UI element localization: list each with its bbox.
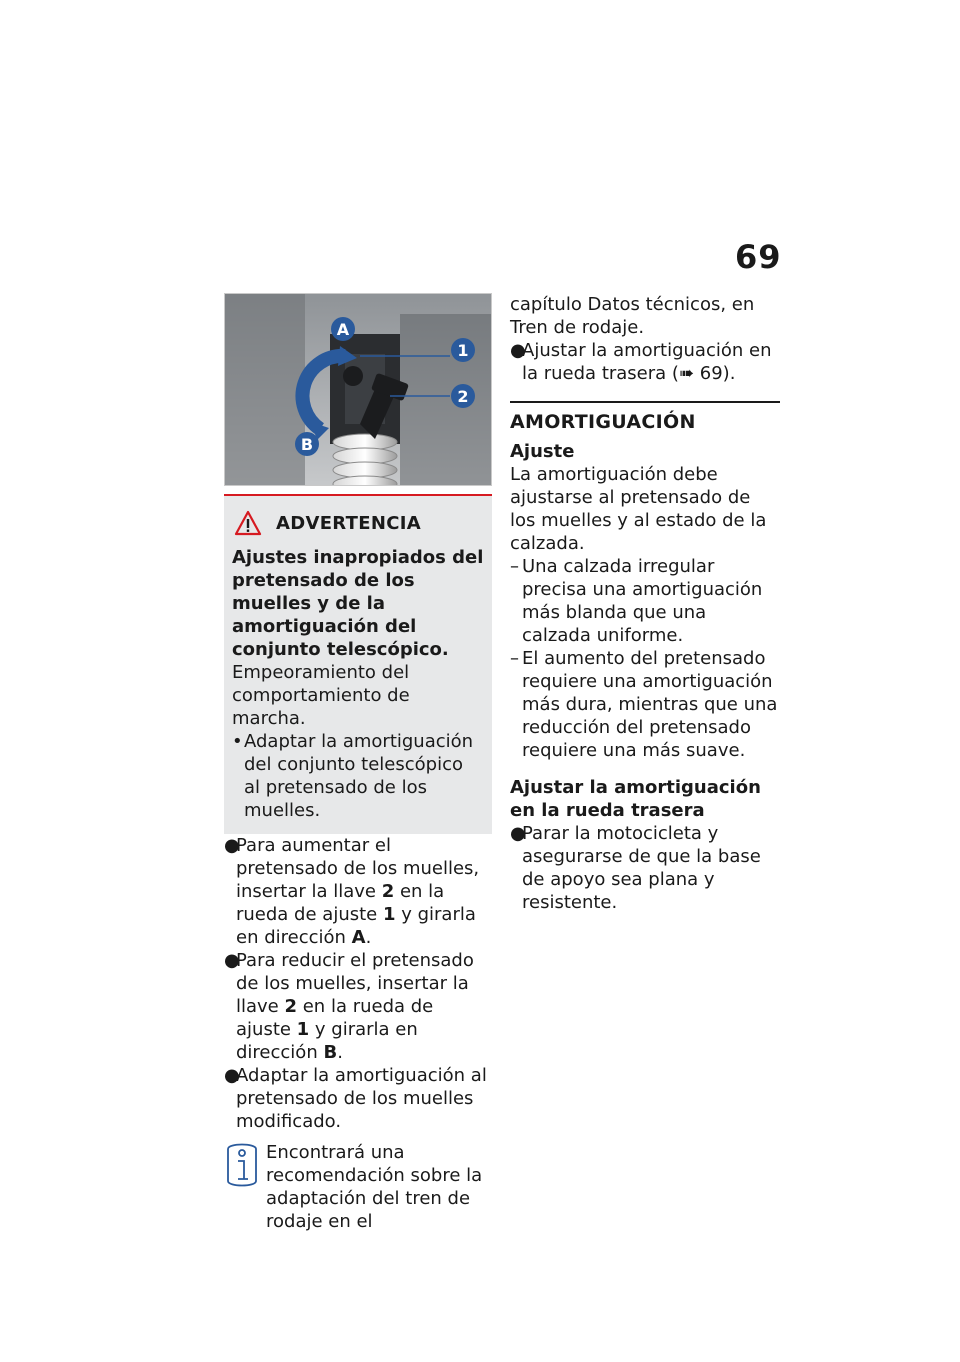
page-reference[interactable]: ➠ 69 — [678, 363, 723, 384]
warning-title: ADVERTENCIA — [276, 512, 421, 534]
list-item: ● Adaptar la amortiguación al pretensado de los muelles modificado. — [224, 1065, 487, 1132]
shock-absorber-illustration — [225, 294, 492, 486]
right-column — [510, 293, 780, 914]
info-icon — [224, 1141, 260, 1189]
right-bullet-list-1 — [510, 339, 780, 385]
callout-b — [295, 432, 319, 456]
list-item: ● Ajustar la amortiguación en la rueda trasera (➠ 69). — [510, 340, 772, 384]
list-item: – El aumento del pretensado requiere una amortiguación más dura, mientras que una reducción del pretensado requiere una más suave. — [510, 648, 778, 761]
subsection-title-2: Ajustar la amortiguación en la rueda trasera — [510, 777, 761, 821]
warning-header — [234, 510, 484, 536]
info-continuation: capítulo Datos técnicos, en Tren de rodaje. — [510, 294, 755, 338]
section-title: AMORTIGUACIÓN — [510, 401, 780, 434]
callout-2 — [451, 384, 475, 408]
warning-box — [224, 494, 492, 834]
info-note — [224, 1141, 492, 1233]
warning-heading: Ajustes inapropiados del pretensado de los muelles y de la amortiguación del conjunto telescópico. — [232, 547, 484, 660]
callout-1 — [451, 338, 475, 362]
callout-a-label: A — [336, 320, 350, 339]
page-number: 69 — [735, 238, 782, 276]
warning-triangle-icon — [234, 510, 262, 536]
warning-body: Empeoramiento del comportamiento de marcha. — [232, 662, 410, 729]
list-item: ● Para reducir el pretensado de los muelles, insertar la llave 2 en la rueda de ajuste 1 y girarla en dirección B. — [224, 950, 474, 1063]
left-bullet-list — [224, 834, 492, 1133]
list-item: – Una calzada irregular precisa una amortiguación más blanda que una calzada uniforme. — [510, 556, 763, 646]
right-bullet-list-2 — [510, 822, 780, 914]
shock-absorber-figure — [224, 293, 492, 486]
list-item: ● Parar la motocicleta y asegurarse de que la base de apoyo sea plana y resistente. — [510, 823, 761, 913]
arrow-right-icon: ➠ — [678, 363, 695, 384]
dash-list — [510, 555, 780, 762]
info-text: Encontrará una recomendación sobre la adaptación del tren de rodaje en el — [266, 1142, 483, 1232]
callout-2-label: 2 — [457, 387, 469, 406]
callout-1-label: 1 — [457, 341, 469, 360]
left-column — [224, 293, 492, 1233]
warning-bullets — [232, 730, 484, 822]
callout-b-label: B — [300, 435, 314, 454]
list-item: ● Para aumentar el pretensado de los muelles, insertar la llave 2 en la rueda de ajuste 1 y girarla en dirección A. — [224, 835, 480, 948]
spring-coils — [333, 434, 397, 486]
ajuste-text: La amortiguación debe ajustarse al pretensado de los muelles y al estado de la calzada. — [510, 464, 767, 554]
subsection-title: Ajuste — [510, 441, 575, 462]
warning-bullet: • Adaptar la amortiguación del conjunto telescópico al pretensado de los muelles. — [232, 731, 474, 821]
callout-a — [331, 317, 355, 341]
